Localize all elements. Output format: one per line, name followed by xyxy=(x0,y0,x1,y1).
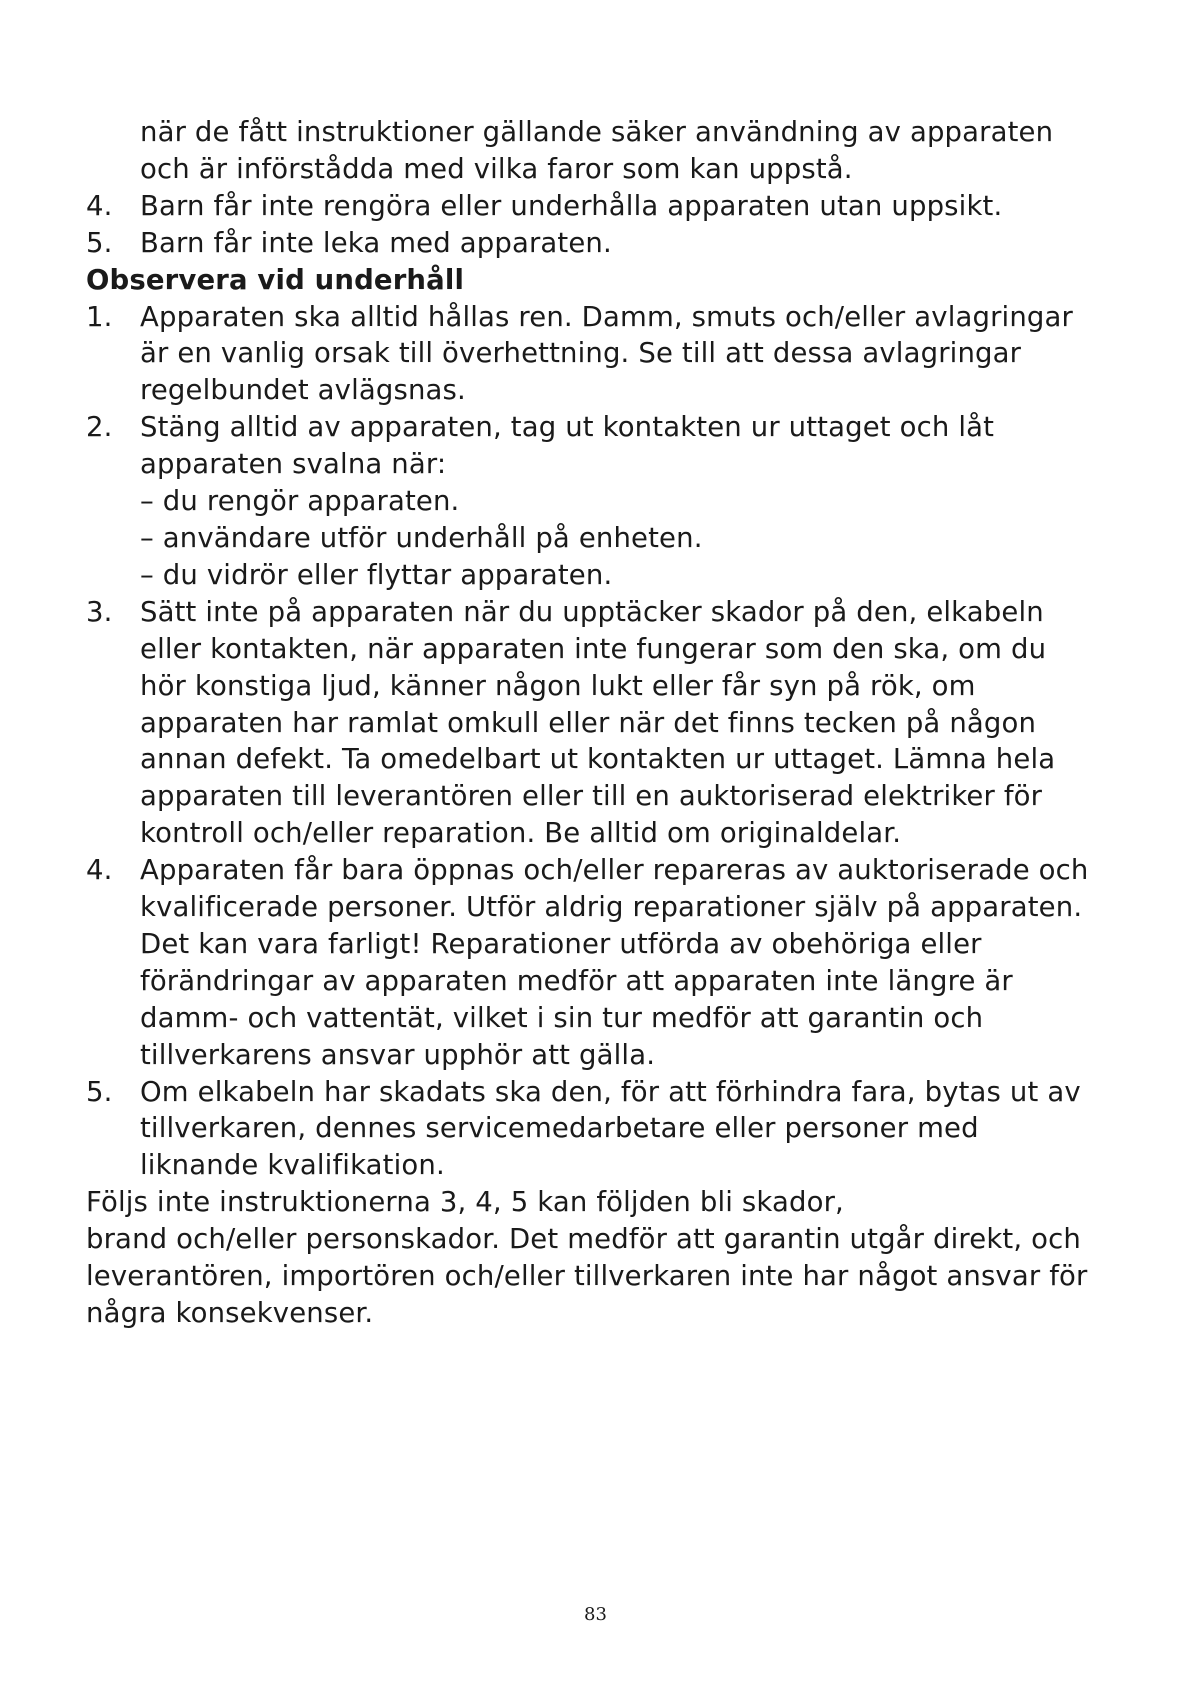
list-item xyxy=(86,188,1126,225)
text-line: – användare utför underhåll på enheten. xyxy=(140,521,703,554)
text-line: brand och/eller personskador. Det medför att garantin utgår direkt, och xyxy=(86,1223,1081,1256)
text-line: eller kontakten, när apparaten inte fungerar som den ska, om du xyxy=(140,632,1047,665)
text-line: Följs inte instruktionerna 3, 4, 5 kan följden bli skador, xyxy=(86,1186,844,1219)
text-line: kvalificerade personer. Utför aldrig reparationer själv på apparaten. xyxy=(140,891,1083,924)
text-line: apparaten har ramlat omkull eller när det finns tecken på någon xyxy=(140,706,1037,739)
document-body xyxy=(86,114,1126,1332)
continuation-text xyxy=(86,114,1126,188)
text-line: – du vidrör eller flyttar apparaten. xyxy=(140,558,613,591)
text-line: apparaten till leverantören eller till en auktoriserad elektriker för xyxy=(140,780,1043,813)
text-line: hör konstiga ljud, känner någon lukt eller får syn på rök, om xyxy=(140,669,976,702)
text-line: leverantören, importören och/eller tillverkaren inte har något ansvar för xyxy=(86,1260,1088,1293)
list-number: 5. xyxy=(86,226,113,259)
text-line: liknande kvalifikation. xyxy=(140,1149,445,1182)
section-heading: Observera vid underhåll xyxy=(86,263,465,296)
list-number: 3. xyxy=(86,595,113,628)
text-line: Barn får inte rengöra eller underhålla apparaten utan uppsikt. xyxy=(140,189,1003,222)
text-line: är en vanlig orsak till överhettning. Se till att dessa avlagringar xyxy=(140,337,1022,370)
list-number: 4. xyxy=(86,189,113,222)
list-number: 5. xyxy=(86,1075,113,1108)
list-item xyxy=(86,299,1126,410)
list-item xyxy=(86,225,1126,262)
text-line: damm- och vattentät, vilket i sin tur medför att garantin och xyxy=(140,1001,984,1034)
text-line: kontroll och/eller reparation. Be alltid om originaldelar. xyxy=(140,817,902,850)
list-number: 2. xyxy=(86,411,113,444)
text-line: Det kan vara farligt! Reparationer utförda av obehöriga eller xyxy=(140,927,982,960)
page-number: 83 xyxy=(584,1604,607,1625)
text-line: Barn får inte leka med apparaten. xyxy=(140,226,612,259)
text-line: förändringar av apparaten medför att apparaten inte längre är xyxy=(140,964,1013,997)
text-line: Apparaten får bara öppnas och/eller repareras av auktoriserade och xyxy=(140,854,1089,887)
text-line: – du rengör apparaten. xyxy=(140,485,460,518)
text-line: och är införstådda med vilka faror som kan uppstå. xyxy=(140,152,853,185)
text-line: när de fått instruktioner gällande säker användning av apparaten xyxy=(140,116,1054,148)
text-line: Stäng alltid av apparaten, tag ut kontakten ur uttaget och låt xyxy=(140,411,995,444)
text-line: apparaten svalna när: xyxy=(140,448,447,481)
list-number: 4. xyxy=(86,854,113,887)
closing-paragraph xyxy=(86,1184,1126,1332)
text-line: Sätt inte på apparaten när du upptäcker skador på den, elkabeln xyxy=(140,595,1044,628)
text-line: tillverkarens ansvar upphör att gälla. xyxy=(140,1038,656,1071)
list-item xyxy=(86,409,1126,594)
list-item xyxy=(86,594,1126,852)
list-number: 1. xyxy=(86,300,113,333)
text-line: tillverkaren, dennes servicemedarbetare eller personer med xyxy=(140,1112,979,1145)
text-line: regelbundet avlägsnas. xyxy=(140,374,466,407)
text-line: annan defekt. Ta omedelbart ut kontakten ur uttaget. Lämna hela xyxy=(140,743,1056,776)
text-line: Apparaten ska alltid hållas ren. Damm, smuts och/eller avlagringar xyxy=(140,300,1073,333)
list-item xyxy=(86,852,1126,1073)
list-item xyxy=(86,1074,1126,1185)
text-line: några konsekvenser. xyxy=(86,1297,374,1329)
text-line: Om elkabeln har skadats ska den, för att förhindra fara, bytas ut av xyxy=(140,1075,1081,1108)
